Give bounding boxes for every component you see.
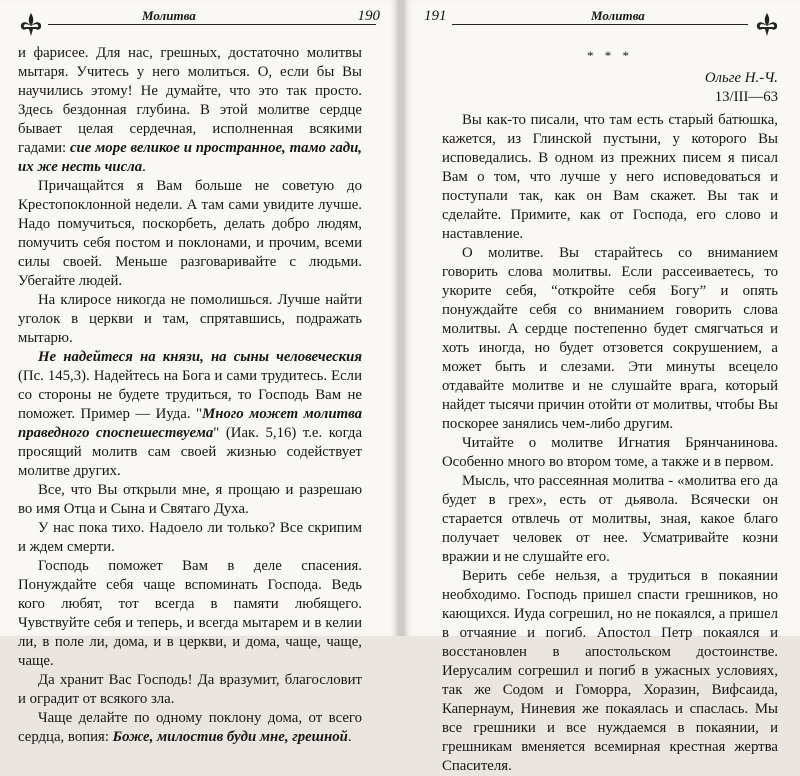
right-page-body bbox=[442, 44, 778, 776]
page-number: 191 bbox=[424, 8, 447, 24]
paragraph: У нас пока тихо. Надоело ли только? Все скрипим и ждем смерти. bbox=[18, 520, 362, 555]
left-page-body bbox=[18, 44, 362, 747]
right-page bbox=[404, 0, 800, 774]
paragraph: О молитве. Вы старайтесь со вниманием говорить слова молитвы. Если рассеиваетесь, то укорите себя, “откройте себя Богу” и опять понуждайте себя со вниманием говорить слова молитвы. А сердце постепенно будет смягчаться и хоть иногда, но будет отзовется сокрушением, а может быть и слезами. Эти минуты всецело отдавайте молитве и не слушайте врага, который найдет тысячи причин отойти от молитвы, чтобы Вы поскорее занялись чем-либо другим. bbox=[442, 245, 778, 432]
page-number: 190 bbox=[357, 8, 380, 24]
paragraph: Да хранит Вас Господь! Да вразумит, благословит и оградит от всякого зла. bbox=[18, 672, 362, 707]
section-separator: * * * bbox=[587, 48, 633, 63]
paragraph: Мысль, что рассеянная молитва - «молитва его да будет в грех», есть от дьявола. Всячески он старается отвлечь от молитвы, зная, какое благо получает человек от нее. Усматривайте козни вражии и не слушайте его. bbox=[442, 473, 778, 565]
emphasized-quote: сие море великое и пространное, тамо гади, их же несть числа bbox=[18, 140, 362, 175]
left-page-header bbox=[14, 6, 386, 32]
paragraph: Верить себе нельзя, а трудиться в покаянии необходимо. Господь пришел спасти грешников, но кающихся. Иуда согрешил, но не покаялся, а пришел в отчаяние и погиб. Апостол Петр покаялся и восстановлен в апостольском достоинстве. Иерусалим согрешил и погиб в ужасных условиях, так же Содом и Гоморра, Хоразин, Вифсаида, Капернаум, Ниневия же покаялась и спаслась. Мы все грешники и все нуждаемся в покаянии, и грешникам вменяется всемирная крестная жертва Спасителя. bbox=[442, 568, 778, 774]
right-page-header bbox=[418, 6, 784, 32]
header-rule bbox=[452, 24, 748, 25]
letter-addressee: Ольге Н.-Ч. bbox=[704, 70, 778, 86]
paragraph: Читайте о молитве Игнатия Брянчанинова. Особенно много во втором томе, а также и в первом. bbox=[442, 435, 778, 470]
paragraph: Все, что Вы открыли мне, я прощаю и разрешаю во имя Отца и Сына и Святаго Духа. bbox=[18, 482, 362, 517]
running-head: Молитва bbox=[591, 8, 645, 23]
paragraph: Не надейтеся на князи, на сыны человеческия (Пс. 145,3). Надейтесь на Бога и сами трудитесь. Если со стороны не будете трудиться, то Господь Вам не поможет. Пример — Иуда. "Много может молитва праведного споспешествуема" (Иак. 5,16) т.е. когда просящий молитв сам своей жизнью содействует молитве других. bbox=[18, 349, 363, 479]
paragraph: и фарисее. Для нас, грешных, достаточно молитвы мытаря. Учитесь у него молиться. О, если бы Вы научились этому! Не думайте, что это так просто. Здесь бездонная глубина. В этой молитве сердце бывает целая сердечная, исполненная всякими гадами: сие море великое и пространное, тамо гади, их же несть числа. bbox=[18, 45, 362, 175]
header-rule bbox=[48, 24, 376, 25]
fleur-de-lis-ornament-icon bbox=[752, 11, 782, 37]
emphasized-quote: Много может молитва праведного споспешествуема bbox=[18, 406, 362, 441]
right-page-paragraphs bbox=[442, 111, 778, 776]
running-head: Молитва bbox=[142, 8, 196, 23]
paragraph: Вы как-то писали, что там есть старый батюшка, кажется, из Глинской пустыни, у которого Вы исповедались. В одном из прежних писем я писал Вам о том, что лучше у него исповедоваться и поступали так, как он Вам скажет. Вы так и сделайте. Примите, как от Господа, его слово и наставление. bbox=[442, 112, 778, 242]
paragraph: Чаще делайте по одному поклону дома, от всего сердца, вопия: Боже, милостив буди мне, грешной. bbox=[18, 710, 362, 745]
paragraph: Господь поможет Вам в деле спасения. Понуждайте себя чаще вспоминать Господа. Ведь кого любят, тот всегда в памяти любящего. Чувствуйте себя и теперь, и всегда мытарем и в келии ли, в поле ли, дома, и в церкви, и дома, чаще, чаще, чаще. bbox=[18, 558, 362, 669]
paragraph: На клиросе никогда не помолишься. Лучше найти уголок в церкви и там, спрятавшись, подражать мытарю. bbox=[18, 292, 362, 346]
fleur-de-lis-ornament-icon bbox=[16, 11, 46, 37]
paragraph: Причащайтся я Вам больше не советую до Крестопоклонной недели. А там сами увидите лучше. Надо помучиться, поскорбеть, делать добро людям, помучить себя постом и поклонами, и прочим, всеми силы своей. Меньше разговаривайте с людьми. Убегайте людей. bbox=[18, 178, 362, 289]
letter-date: 13/III—63 bbox=[714, 89, 778, 105]
emphasized-quote: Не надейтеся на князи, на сыны человеческия bbox=[38, 349, 362, 365]
emphasized-quote: Боже, милостив буди мне, грешной bbox=[112, 729, 348, 745]
left-page bbox=[0, 0, 398, 745]
